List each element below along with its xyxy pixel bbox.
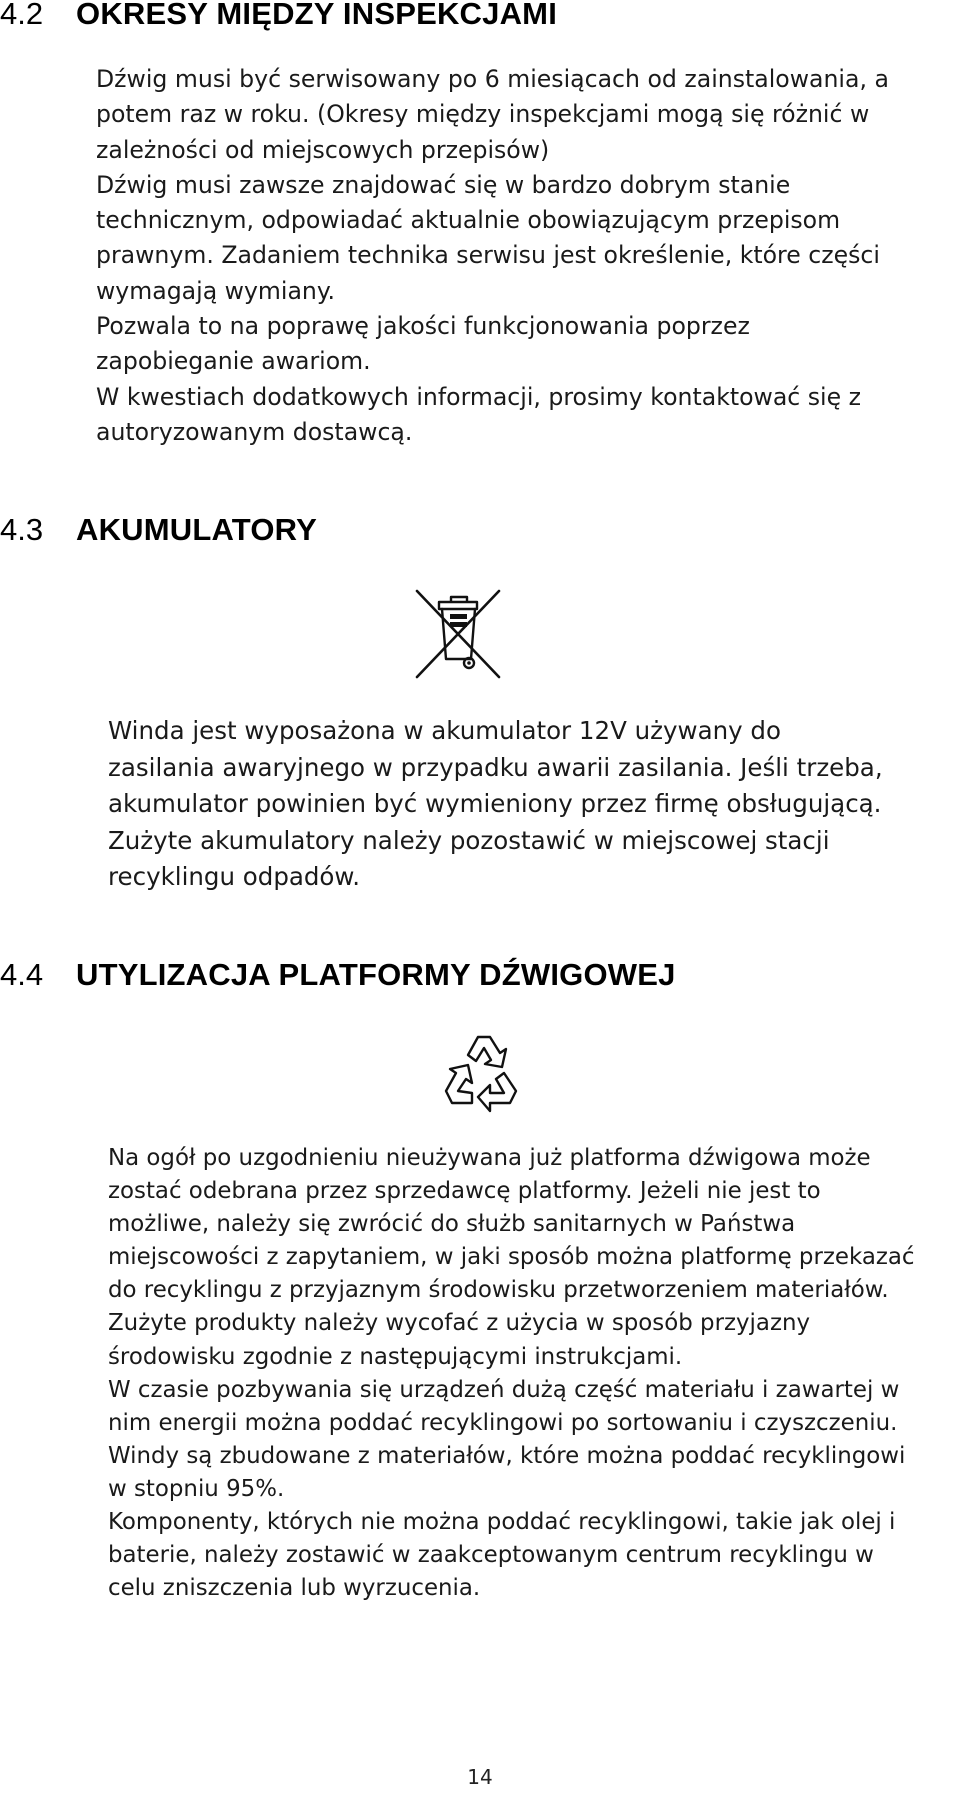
- section-heading-4-4: [0, 957, 676, 993]
- section-number: 4.4: [0, 957, 44, 992]
- section-title: UTYLIZACJA PLATFORMY DŹWIGOWEJ: [76, 957, 676, 992]
- section-body-4-3: Winda jest wyposażona w akumulator 12V używany do zasilania awaryjnego w przypadku awarii zasilania. Jeśli trzeba, akumulator powinien być wymieniony przez firmę obsługującą. Zużyte akumulatory należy pozostawić w miejscowej stacji recyklingu odpadów.: [108, 716, 883, 892]
- section-title: AKUMULATORY: [76, 512, 317, 547]
- section-heading-4-2: [0, 0, 557, 32]
- section-number: 4.2: [0, 0, 44, 31]
- section-body-4-4: Na ogół po uzgodnieniu nieużywana już platforma dźwigowa może zostać odebrana przez sprzedawcę platformy. Jeżeli nie jest to możliwe, należy się zwrócić do służb sanitarnych w Państwa miejscowości z zapytaniem, w jaki sposób można platformę przekazać do recyklingu z przyjaznym środowisku przetworzeniem materiałów. Zużyte produkty należy wycofać z użycia w sposób przyjazny środowisku zgodnie z następującymi instrukcjami. W czasie pozbywania się urządzeń dużą część materiału i zawartej w nim energii można poddać recyklingowi po sortowaniu i czyszczeniu. Windy są zbudowane z materiałów, które można poddać recyklingowi w stopniu 95%. Komponenty, których nie można poddać recyklingowi, takie jak olej i baterie, należy zostawić w zaakceptowanym centrum recyklingu w celu zniszczenia lub wyrzucenia.: [108, 1145, 915, 1602]
- section-heading-4-3: [0, 512, 317, 548]
- section-number: 4.3: [0, 512, 44, 547]
- crossed-out-wheelie-bin-icon: [411, 587, 505, 681]
- page-number: 14: [467, 1765, 493, 1789]
- section-title: OKRESY MIĘDZY INSPEKCJAMI: [76, 0, 558, 31]
- recycling-symbol-icon: [438, 1027, 526, 1115]
- section-body-4-2: Dźwig musi być serwisowany po 6 miesiącach od zainstalowania, a potem raz w roku. (Okresy między inspekcjami mogą się różnić w zależności od miejscowych przepisów) Dźwig musi zawsze znajdować się w bardzo dobrym stanie technicznym, odpowiadać aktualnie obowiązującym przepisom prawnym. Zadaniem technika serwisu jest określenie, które części wymagają wymiany. Pozwala to na poprawę jakości funkcjonowania poprzez zapobieganie awariom. W kwestiach dodatkowych informacji, prosimy kontaktować się z autoryzowanym dostawcą.: [96, 65, 889, 446]
